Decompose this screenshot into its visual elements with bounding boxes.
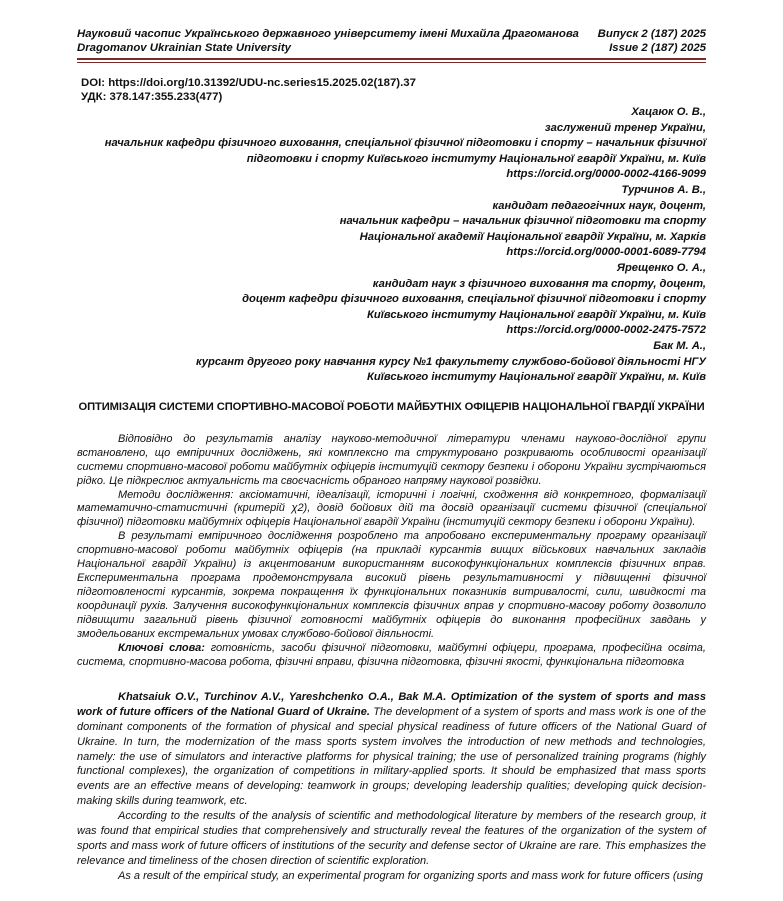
running-header	[77, 28, 706, 55]
author-orcid-link[interactable]: https://orcid.org/0000-0002-4166-9099	[506, 168, 706, 181]
udk-line: УДК: 378.147:355.233(477)	[81, 91, 223, 103]
author-affiliation: заслужений тренер України,	[544, 121, 706, 134]
abstract-en-paragraph: According to the results of the analysis of scientific and methodological literature by members of the research group, it was found that empirical studies that comprehensively and structurally reveal the features of the organization of the system of sports and mass work of future officers of institutions of the security and defense sector of Ukraine are rare. This emphasizes the relevance and timeliness of the chosen direction of scientific exploration.	[77, 810, 706, 867]
issue-ua: Випуск 2 (187) 2025	[597, 28, 706, 40]
header-rule-thick	[77, 58, 706, 60]
header-rule-thin	[77, 62, 706, 63]
author-orcid-link[interactable]: https://orcid.org/0000-0002-2475-7572	[506, 324, 706, 337]
author-affiliation: підготовки і спорту Київського інституту Національної гвардії України, м. Київ	[246, 152, 706, 165]
abstract-en-text: The development of a system of sports and mass work is one of the dominant components of the formation of physical and special physical readiness of future officers of the National Guard of Ukraine. In turn, the modernization of the mass sports system involves the introduction of new methods and technologies, namely: the use of simulators and interactive platforms for physical training; the use of personalized training programs (highly functional complexes), the organization of competitions in military-applied sports. It should be emphasized that mass sports events are an effective means of developing: teamwork in groups; developing leadership qualities; developing quick decision-making skills during teamwork, etc.	[77, 705, 706, 808]
author-affiliation: начальник кафедри фізичного виховання, спеціальної фізичної підготовки і спорту – начальник фізичної	[104, 137, 706, 150]
journal-name	[77, 28, 579, 55]
author-name: Турчинов А. В.,	[621, 183, 706, 196]
abstract-en-paragraph: As a result of the empirical study, an experimental program for organizing sports and mass work for future officers (using	[118, 869, 703, 882]
keywords-text: готовність, засоби фізичної підготовки, майбутні офіцери, програма, професійна освіта, система, спортивно-масова робота, фізичні вправи, фізична підготовка, фізичні якості, функціональна підготовка	[77, 641, 706, 668]
author-affiliation: начальник кафедри – начальник фізичної підготовки та спорту	[339, 215, 706, 228]
abstract-ua-paragraph: В результаті емпіричного дослідження розроблено та апробовано експериментальну програму організації спортивно-масової роботи майбутніх офіцерів (на прикладі курсантів вищих військових навчальних закладів Національної гвардії України) із акцентованим використанням високофункціональних комплексів фізичних вправ. Експериментальна програма продемонструвала високий рівень результативності у підвищенні фізичної підготовленості курсантів, зокрема покращення їх функціональних показників витривалості, сили, швидкості та координації рухів. Залучення високофункціональних комплексів фізичних вправ у спортивно-масову роботу дозволило підвищити загальний рівень фізичної готовності майбутніх офіцерів до виконання професійних завдань у змодельованих екстремальних умовах службово-бойової діяльності.	[77, 530, 706, 641]
issue-en: Issue 2 (187) 2025	[609, 41, 706, 54]
abstract-en-lead: Khatsaiuk O.V., Turchinov A.V., Yareshchenko O.A., Bak M.A. Optimization of the system of sports and mass work of future officers of the National Guard of Ukraine.	[77, 690, 706, 718]
author-affiliation: доцент кафедри фізичного виховання, спеціальної фізичної підготовки і спорту	[242, 293, 706, 306]
doi-line[interactable]: DOI: https://doi.org/10.31392/UDU-nc.series15.2025.02(187).37	[81, 77, 416, 89]
keywords-label: Ключові слова:	[118, 641, 205, 654]
journal-name-ua: Науковий часопис Українського державного університету імені Михайла Драгоманова	[77, 28, 579, 40]
keywords-ua	[77, 642, 706, 670]
paper-page	[77, 28, 706, 884]
abstract-ua-paragraph: Методи дослідження: аксіоматичні, ідеалізації, історичні і логічні, сходження від конкретного, формалізації математично-статистичні (критерій χ2), довід бойових дій та досвід організації системи фізичної (спеціальної фізичної) підготовки майбутніх офіцерів Національної гвардії України (інституцій сектору безпеки і оборони України).	[77, 488, 706, 529]
abstract-en-paragraph	[77, 690, 706, 809]
author-affiliation: курсант другого року навчання курсу №1 факультету службово-бойової діяльності НГУ	[195, 355, 706, 368]
author-affiliation: Національної академії Національної гвардії України, м. Харків	[359, 230, 706, 243]
author-affiliation: Київського інституту Національної гвардії України, м. Київ	[367, 308, 706, 321]
article-title: ОПТИМІЗАЦІЯ СИСТЕМИ СПОРТИВНО-МАСОВОЇ РОБОТИ МАЙБУТНІХ ОФІЦЕРІВ НАЦІОНАЛЬНОЇ ГВАРДІЇ УКРАЇНИ	[78, 400, 705, 413]
issue-number	[598, 28, 706, 55]
abstract-en	[77, 690, 706, 884]
abstract-ua	[77, 433, 706, 670]
author-affiliation: кандидат педагогічних наук, доцент,	[492, 199, 706, 212]
author-block	[77, 105, 706, 386]
abstract-ua-paragraph: Відповідно до результатів аналізу науково-методичної літератури членами науково-дослідної групи встановлено, що емпіричних досліджень, які комплексно та структуровано розкривають особливості організації системи спортивно-масової роботи майбутніх офіцерів інституцій сектору безпеки і оборони України зустрічаються рідко. Це підкреслює актуальність та своєчасність обраного напряму наукової розвідки.	[77, 432, 706, 487]
journal-name-en: Dragomanov Ukrainian State University	[77, 41, 291, 54]
author-affiliation: кандидат наук з фізичного виховання та спорту, доцент,	[372, 277, 706, 290]
author-name: Хацаюк О. В.,	[631, 106, 706, 118]
author-affiliation: Київського інституту Національної гвардії України, м. Київ	[367, 371, 706, 384]
author-name: Бак М. А.,	[653, 339, 706, 352]
article-identifiers	[77, 76, 706, 104]
author-name: Ярещенко О. А.,	[616, 261, 706, 274]
author-orcid-link[interactable]: https://orcid.org/0000-0001-6089-7794	[506, 246, 706, 259]
